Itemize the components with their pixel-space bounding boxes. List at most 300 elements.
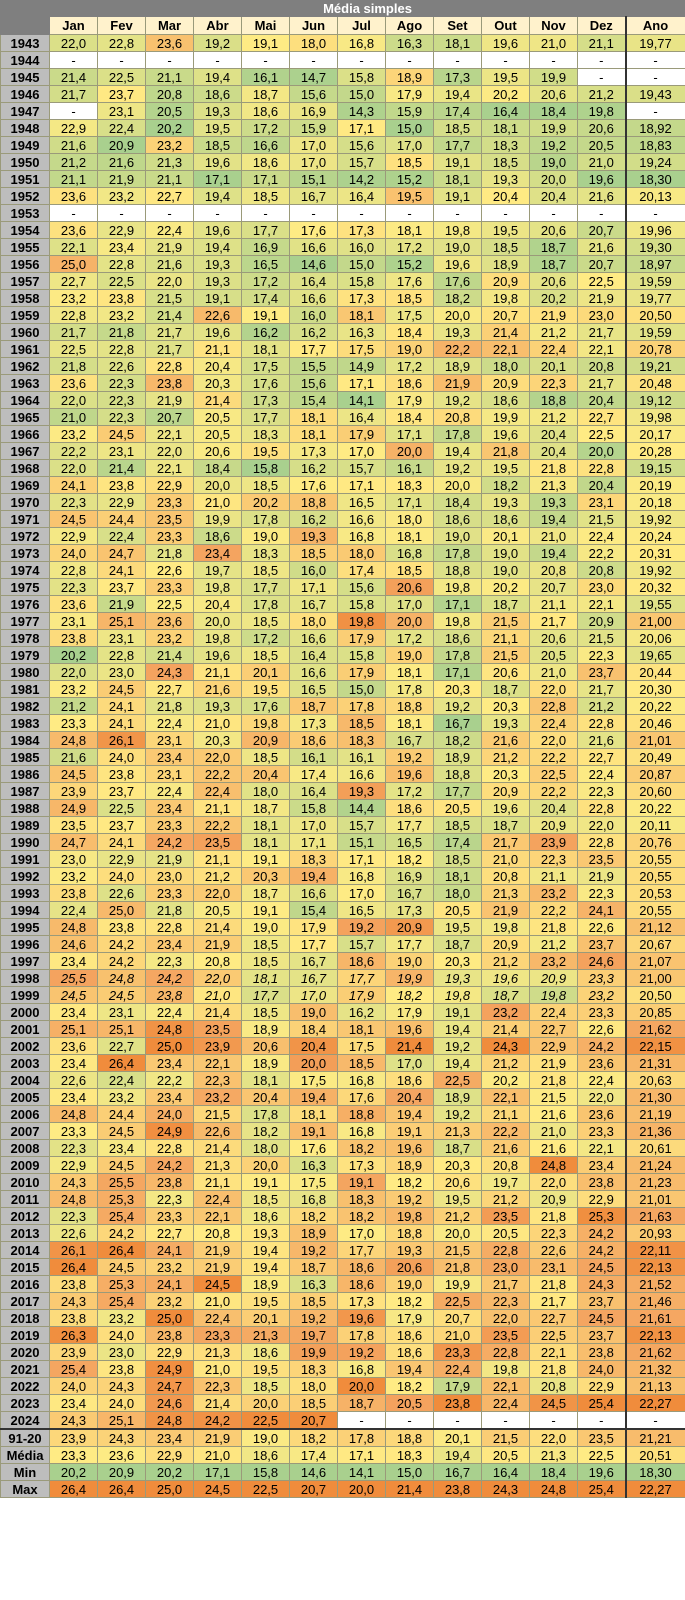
row-label: 1994 xyxy=(1,902,50,919)
month-cell: 21,0 xyxy=(530,528,578,545)
month-cell: 22,3 xyxy=(50,494,98,511)
month-cell: 21,7 xyxy=(530,1293,578,1310)
month-cell: 24,5 xyxy=(530,1395,578,1412)
month-cell: 21,0 xyxy=(530,664,578,681)
table-row xyxy=(1,1038,685,1055)
month-cell: 22,3 xyxy=(578,783,626,800)
annual-cell: 20,55 xyxy=(626,902,685,919)
month-cell: 16,9 xyxy=(386,868,434,885)
column-header: Mar xyxy=(146,17,194,35)
row-label: 2004 xyxy=(1,1072,50,1089)
annual-cell: - xyxy=(626,69,685,86)
month-cell: 22,2 xyxy=(434,341,482,358)
month-cell: 21,7 xyxy=(50,324,98,341)
annual-cell: 20,76 xyxy=(626,834,685,851)
month-cell: 24,2 xyxy=(98,1225,146,1242)
month-cell: 23,3 xyxy=(146,528,194,545)
annual-cell: 22,27 xyxy=(626,1395,685,1412)
month-cell: 18,1 xyxy=(338,1021,386,1038)
month-cell: 22,8 xyxy=(482,1242,530,1259)
month-cell: - xyxy=(434,1412,482,1430)
month-cell: 19,4 xyxy=(242,1242,290,1259)
corner-cell xyxy=(1,1,50,17)
annual-cell: 19,24 xyxy=(626,154,685,171)
month-cell: 20,5 xyxy=(434,800,482,817)
month-cell: 22,0 xyxy=(530,1174,578,1191)
month-cell: 21,3 xyxy=(434,1123,482,1140)
month-cell: - xyxy=(290,205,338,222)
month-cell: 20,7 xyxy=(290,1412,338,1430)
month-cell: 18,7 xyxy=(242,885,290,902)
month-cell: 21,3 xyxy=(194,1157,242,1174)
month-cell: 23,2 xyxy=(98,307,146,324)
month-cell: - xyxy=(98,52,146,69)
month-cell: 18,5 xyxy=(434,120,482,137)
month-cell: 21,1 xyxy=(482,1106,530,1123)
column-header: Mai xyxy=(242,17,290,35)
annual-cell: 20,48 xyxy=(626,375,685,392)
month-cell: 21,7 xyxy=(146,324,194,341)
month-cell: 24,5 xyxy=(50,766,98,783)
month-cell: 17,6 xyxy=(290,222,338,239)
month-cell: 22,2 xyxy=(530,749,578,766)
month-cell: 20,7 xyxy=(530,579,578,596)
month-cell: 17,6 xyxy=(242,698,290,715)
month-cell: 19,6 xyxy=(482,35,530,52)
month-cell: 18,5 xyxy=(482,154,530,171)
month-cell: 22,6 xyxy=(194,307,242,324)
month-cell: 17,8 xyxy=(338,698,386,715)
row-label: 2021 xyxy=(1,1361,50,1378)
month-cell: 17,2 xyxy=(386,630,434,647)
row-label: 2007 xyxy=(1,1123,50,1140)
row-label: Max xyxy=(1,1481,50,1498)
month-cell: 19,6 xyxy=(578,1464,626,1481)
month-cell: 21,3 xyxy=(194,1344,242,1361)
month-cell: 26,1 xyxy=(98,732,146,749)
month-cell: 21,9 xyxy=(530,307,578,324)
month-cell: 20,2 xyxy=(50,1464,98,1481)
annual-cell: 21,12 xyxy=(626,919,685,936)
month-cell: 17,7 xyxy=(242,987,290,1004)
month-cell: 17,8 xyxy=(434,545,482,562)
month-cell: 25,0 xyxy=(146,1310,194,1327)
month-cell: 21,2 xyxy=(482,1191,530,1208)
month-cell: 19,9 xyxy=(434,1276,482,1293)
month-cell: 17,2 xyxy=(386,358,434,375)
row-label: 1987 xyxy=(1,783,50,800)
month-cell: 23,2 xyxy=(146,1259,194,1276)
month-cell: 18,2 xyxy=(290,1429,338,1447)
month-cell: 18,1 xyxy=(386,664,434,681)
month-cell: 23,9 xyxy=(530,834,578,851)
month-cell: 18,2 xyxy=(386,1293,434,1310)
month-cell: 23,1 xyxy=(98,1004,146,1021)
month-cell: 19,4 xyxy=(290,868,338,885)
month-cell: 16,6 xyxy=(338,511,386,528)
month-cell: 22,7 xyxy=(578,409,626,426)
month-cell: 18,7 xyxy=(290,698,338,715)
month-cell: 16,6 xyxy=(338,766,386,783)
table-row xyxy=(1,324,685,341)
month-cell: 16,5 xyxy=(290,681,338,698)
annual-cell: 20,24 xyxy=(626,528,685,545)
month-cell: 23,8 xyxy=(434,1481,482,1498)
month-cell: 15,8 xyxy=(338,647,386,664)
month-cell: 21,9 xyxy=(194,1429,242,1447)
table-row xyxy=(1,1395,685,1412)
month-cell: 23,8 xyxy=(146,1174,194,1191)
annual-cell: 21,07 xyxy=(626,953,685,970)
month-cell: 22,4 xyxy=(530,341,578,358)
month-cell: 20,5 xyxy=(434,902,482,919)
month-cell: 15,0 xyxy=(338,86,386,103)
month-cell: 20,8 xyxy=(578,358,626,375)
month-cell: 22,1 xyxy=(146,426,194,443)
month-cell: 21,8 xyxy=(530,1276,578,1293)
month-cell: 17,7 xyxy=(242,222,290,239)
month-cell: 18,6 xyxy=(482,511,530,528)
row-label: 1992 xyxy=(1,868,50,885)
row-label: 1945 xyxy=(1,69,50,86)
month-cell: 19,5 xyxy=(434,1191,482,1208)
month-cell: 26,4 xyxy=(98,1055,146,1072)
month-cell: 19,5 xyxy=(242,1293,290,1310)
month-cell: 22,0 xyxy=(578,1089,626,1106)
month-cell: 17,7 xyxy=(338,1242,386,1259)
table-row xyxy=(1,579,685,596)
month-cell: 17,8 xyxy=(242,1106,290,1123)
month-cell: 17,8 xyxy=(386,681,434,698)
month-cell: 16,1 xyxy=(386,460,434,477)
month-cell: 16,7 xyxy=(434,1464,482,1481)
month-cell: 18,9 xyxy=(242,1276,290,1293)
annual-cell: 21,62 xyxy=(626,1021,685,1038)
table-row xyxy=(1,1055,685,1072)
month-cell: 19,2 xyxy=(434,460,482,477)
month-cell: 18,5 xyxy=(386,154,434,171)
month-cell: 22,8 xyxy=(98,647,146,664)
table-row xyxy=(1,715,685,732)
month-cell: 18,4 xyxy=(290,1021,338,1038)
month-cell: 20,3 xyxy=(194,375,242,392)
month-cell: 19,3 xyxy=(530,494,578,511)
month-cell: 16,2 xyxy=(242,324,290,341)
row-label: 2008 xyxy=(1,1140,50,1157)
month-cell: 22,1 xyxy=(482,341,530,358)
month-cell: 19,0 xyxy=(482,562,530,579)
month-cell: 15,7 xyxy=(338,817,386,834)
row-label: 1975 xyxy=(1,579,50,596)
month-cell: 19,4 xyxy=(194,239,242,256)
month-cell: 19,0 xyxy=(482,545,530,562)
month-cell: 21,6 xyxy=(146,256,194,273)
month-cell: 23,2 xyxy=(530,953,578,970)
table-row xyxy=(1,392,685,409)
month-cell: 21,1 xyxy=(194,800,242,817)
annual-cell: 20,44 xyxy=(626,664,685,681)
month-cell: 21,4 xyxy=(194,392,242,409)
table-row xyxy=(1,1208,685,1225)
annual-cell: 22,27 xyxy=(626,1481,685,1498)
table-row xyxy=(1,664,685,681)
month-cell: 20,3 xyxy=(434,1157,482,1174)
annual-cell: 19,65 xyxy=(626,647,685,664)
month-cell: 23,7 xyxy=(98,86,146,103)
table-row xyxy=(1,137,685,154)
month-cell: 19,9 xyxy=(194,511,242,528)
month-cell: 17,1 xyxy=(338,477,386,494)
month-cell: 18,2 xyxy=(386,1378,434,1395)
month-cell: 15,6 xyxy=(290,86,338,103)
row-label: 1955 xyxy=(1,239,50,256)
month-cell: 24,8 xyxy=(98,970,146,987)
month-cell: 15,0 xyxy=(338,256,386,273)
annual-cell: 19,77 xyxy=(626,290,685,307)
annual-cell: 19,55 xyxy=(626,596,685,613)
month-cell: - xyxy=(242,52,290,69)
month-cell: 18,2 xyxy=(386,1174,434,1191)
annual-cell: 21,61 xyxy=(626,1310,685,1327)
annual-cell: 20,13 xyxy=(626,188,685,205)
month-cell: 18,5 xyxy=(338,1055,386,1072)
month-cell: 18,1 xyxy=(434,35,482,52)
month-cell: 25,4 xyxy=(98,1293,146,1310)
month-cell: 23,4 xyxy=(146,749,194,766)
month-cell: 20,4 xyxy=(242,1089,290,1106)
month-cell: 23,1 xyxy=(530,1259,578,1276)
month-cell: 18,5 xyxy=(242,647,290,664)
annual-cell: 19,43 xyxy=(626,86,685,103)
month-cell: 23,3 xyxy=(146,885,194,902)
table-row xyxy=(1,1361,685,1378)
month-cell: 23,3 xyxy=(146,494,194,511)
month-cell: 19,5 xyxy=(194,120,242,137)
month-cell: 19,8 xyxy=(530,987,578,1004)
column-header: Ago xyxy=(386,17,434,35)
month-cell: 16,6 xyxy=(242,137,290,154)
month-cell: 18,2 xyxy=(338,1208,386,1225)
month-cell: 15,2 xyxy=(386,171,434,188)
month-cell: 22,0 xyxy=(194,970,242,987)
month-cell: 17,8 xyxy=(434,647,482,664)
month-cell: 17,9 xyxy=(338,987,386,1004)
month-cell: 17,2 xyxy=(242,120,290,137)
annual-cell: 18,92 xyxy=(626,120,685,137)
month-cell: 15,0 xyxy=(386,1464,434,1481)
row-label: 1959 xyxy=(1,307,50,324)
annual-cell: 19,21 xyxy=(626,358,685,375)
month-cell: 18,2 xyxy=(434,290,482,307)
month-cell: 25,1 xyxy=(98,613,146,630)
table-row xyxy=(1,1004,685,1021)
table-row xyxy=(1,698,685,715)
month-cell: 20,2 xyxy=(530,290,578,307)
annual-cell: 19,98 xyxy=(626,409,685,426)
month-cell: 19,8 xyxy=(482,919,530,936)
month-cell: 19,2 xyxy=(434,1106,482,1123)
month-cell: 18,1 xyxy=(242,834,290,851)
annual-cell: - xyxy=(626,1412,685,1430)
month-cell: 22,3 xyxy=(146,1191,194,1208)
month-cell: 19,2 xyxy=(290,1310,338,1327)
month-cell: 22,6 xyxy=(530,1242,578,1259)
month-cell: 17,0 xyxy=(386,137,434,154)
month-cell: 19,8 xyxy=(578,103,626,120)
month-cell: 20,4 xyxy=(578,477,626,494)
row-label: 2022 xyxy=(1,1378,50,1395)
month-cell: 22,2 xyxy=(146,1072,194,1089)
month-cell: 16,5 xyxy=(242,256,290,273)
month-cell: 23,6 xyxy=(50,596,98,613)
month-cell: 20,5 xyxy=(578,137,626,154)
table-row xyxy=(1,69,685,86)
month-cell: 17,1 xyxy=(338,120,386,137)
annual-cell: - xyxy=(626,103,685,120)
month-cell: 21,0 xyxy=(482,851,530,868)
month-cell: 24,1 xyxy=(98,715,146,732)
month-cell: 19,8 xyxy=(386,1208,434,1225)
row-label: 1996 xyxy=(1,936,50,953)
annual-cell: 20,55 xyxy=(626,868,685,885)
table-row xyxy=(1,205,685,222)
month-cell: 18,4 xyxy=(386,324,434,341)
month-cell: 22,7 xyxy=(578,749,626,766)
month-cell: 19,1 xyxy=(434,154,482,171)
month-cell: 15,2 xyxy=(386,256,434,273)
month-cell: 20,6 xyxy=(530,222,578,239)
table-row xyxy=(1,1106,685,1123)
month-cell: 21,0 xyxy=(194,1361,242,1378)
month-cell: 24,2 xyxy=(98,936,146,953)
annual-cell: 21,30 xyxy=(626,1089,685,1106)
month-cell: 18,5 xyxy=(434,817,482,834)
month-cell: 25,0 xyxy=(146,1038,194,1055)
row-label: 1969 xyxy=(1,477,50,494)
month-cell: 18,8 xyxy=(434,562,482,579)
month-cell: 19,5 xyxy=(242,443,290,460)
month-cell: 18,6 xyxy=(434,630,482,647)
month-cell: 19,0 xyxy=(386,647,434,664)
month-cell: 22,9 xyxy=(146,477,194,494)
month-cell: 22,8 xyxy=(98,341,146,358)
month-cell: - xyxy=(50,52,98,69)
column-header: Set xyxy=(434,17,482,35)
month-cell: 22,1 xyxy=(482,1378,530,1395)
annual-cell: 20,22 xyxy=(626,800,685,817)
month-cell: 18,1 xyxy=(242,817,290,834)
month-cell: 22,3 xyxy=(578,885,626,902)
month-cell: 23,7 xyxy=(98,817,146,834)
month-cell: 19,6 xyxy=(386,1021,434,1038)
row-label: Média xyxy=(1,1447,50,1464)
month-cell: 24,8 xyxy=(530,1481,578,1498)
table-row xyxy=(1,307,685,324)
month-cell: - xyxy=(194,52,242,69)
month-cell: 22,9 xyxy=(98,222,146,239)
month-cell: 20,2 xyxy=(242,494,290,511)
month-cell: 20,7 xyxy=(434,1310,482,1327)
row-label: 1993 xyxy=(1,885,50,902)
month-cell: 22,4 xyxy=(50,902,98,919)
month-cell: 17,8 xyxy=(338,1327,386,1344)
month-cell: 22,4 xyxy=(530,715,578,732)
table-row xyxy=(1,103,685,120)
column-header: Jun xyxy=(290,17,338,35)
month-cell: 17,6 xyxy=(290,477,338,494)
month-cell: 21,0 xyxy=(434,1327,482,1344)
column-header: Fev xyxy=(98,17,146,35)
month-cell: 21,3 xyxy=(242,1327,290,1344)
table-row xyxy=(1,375,685,392)
month-cell: 23,4 xyxy=(50,1004,98,1021)
month-cell: 23,4 xyxy=(146,1055,194,1072)
month-cell: 23,4 xyxy=(146,1089,194,1106)
table-row xyxy=(1,52,685,69)
month-cell: 20,8 xyxy=(194,953,242,970)
month-cell: 18,5 xyxy=(434,851,482,868)
row-label: 1974 xyxy=(1,562,50,579)
month-cell: 24,8 xyxy=(50,1191,98,1208)
month-cell: - xyxy=(386,52,434,69)
month-cell: 19,4 xyxy=(386,1106,434,1123)
month-cell: 23,2 xyxy=(530,885,578,902)
annual-cell: 20,46 xyxy=(626,715,685,732)
column-header: Out xyxy=(482,17,530,35)
month-cell: 18,3 xyxy=(242,545,290,562)
month-cell: 19,1 xyxy=(434,188,482,205)
month-cell: 22,4 xyxy=(578,528,626,545)
month-cell: 22,9 xyxy=(50,120,98,137)
row-label: 1985 xyxy=(1,749,50,766)
month-cell: 17,4 xyxy=(290,1447,338,1464)
table-title: Média simples xyxy=(50,1,685,17)
table-row xyxy=(1,494,685,511)
month-cell: 22,9 xyxy=(146,1447,194,1464)
month-cell: 22,5 xyxy=(50,341,98,358)
month-cell: 19,2 xyxy=(290,1242,338,1259)
month-cell: 24,3 xyxy=(482,1481,530,1498)
row-label: 2012 xyxy=(1,1208,50,1225)
table-row xyxy=(1,120,685,137)
month-cell: 19,1 xyxy=(338,1174,386,1191)
month-cell: 19,3 xyxy=(386,1242,434,1259)
annual-cell: 19,59 xyxy=(626,324,685,341)
row-label: 1997 xyxy=(1,953,50,970)
month-cell: 16,4 xyxy=(338,409,386,426)
month-cell: 23,7 xyxy=(98,579,146,596)
month-cell: 16,0 xyxy=(290,307,338,324)
table-row xyxy=(1,460,685,477)
month-cell: 17,2 xyxy=(386,783,434,800)
month-cell: - xyxy=(530,1412,578,1430)
month-cell: 19,2 xyxy=(434,392,482,409)
month-cell: 20,0 xyxy=(530,171,578,188)
month-cell: 16,8 xyxy=(338,528,386,545)
month-cell: 20,9 xyxy=(530,1191,578,1208)
row-label: 1965 xyxy=(1,409,50,426)
month-cell: 21,7 xyxy=(578,375,626,392)
month-cell: 23,6 xyxy=(50,375,98,392)
month-cell: 24,4 xyxy=(98,1106,146,1123)
month-cell: 18,4 xyxy=(386,409,434,426)
month-cell: 23,4 xyxy=(50,1089,98,1106)
row-label: 2020 xyxy=(1,1344,50,1361)
month-cell: 21,2 xyxy=(434,1208,482,1225)
annual-cell: 18,30 xyxy=(626,1464,685,1481)
row-label: 2005 xyxy=(1,1089,50,1106)
table-row xyxy=(1,817,685,834)
